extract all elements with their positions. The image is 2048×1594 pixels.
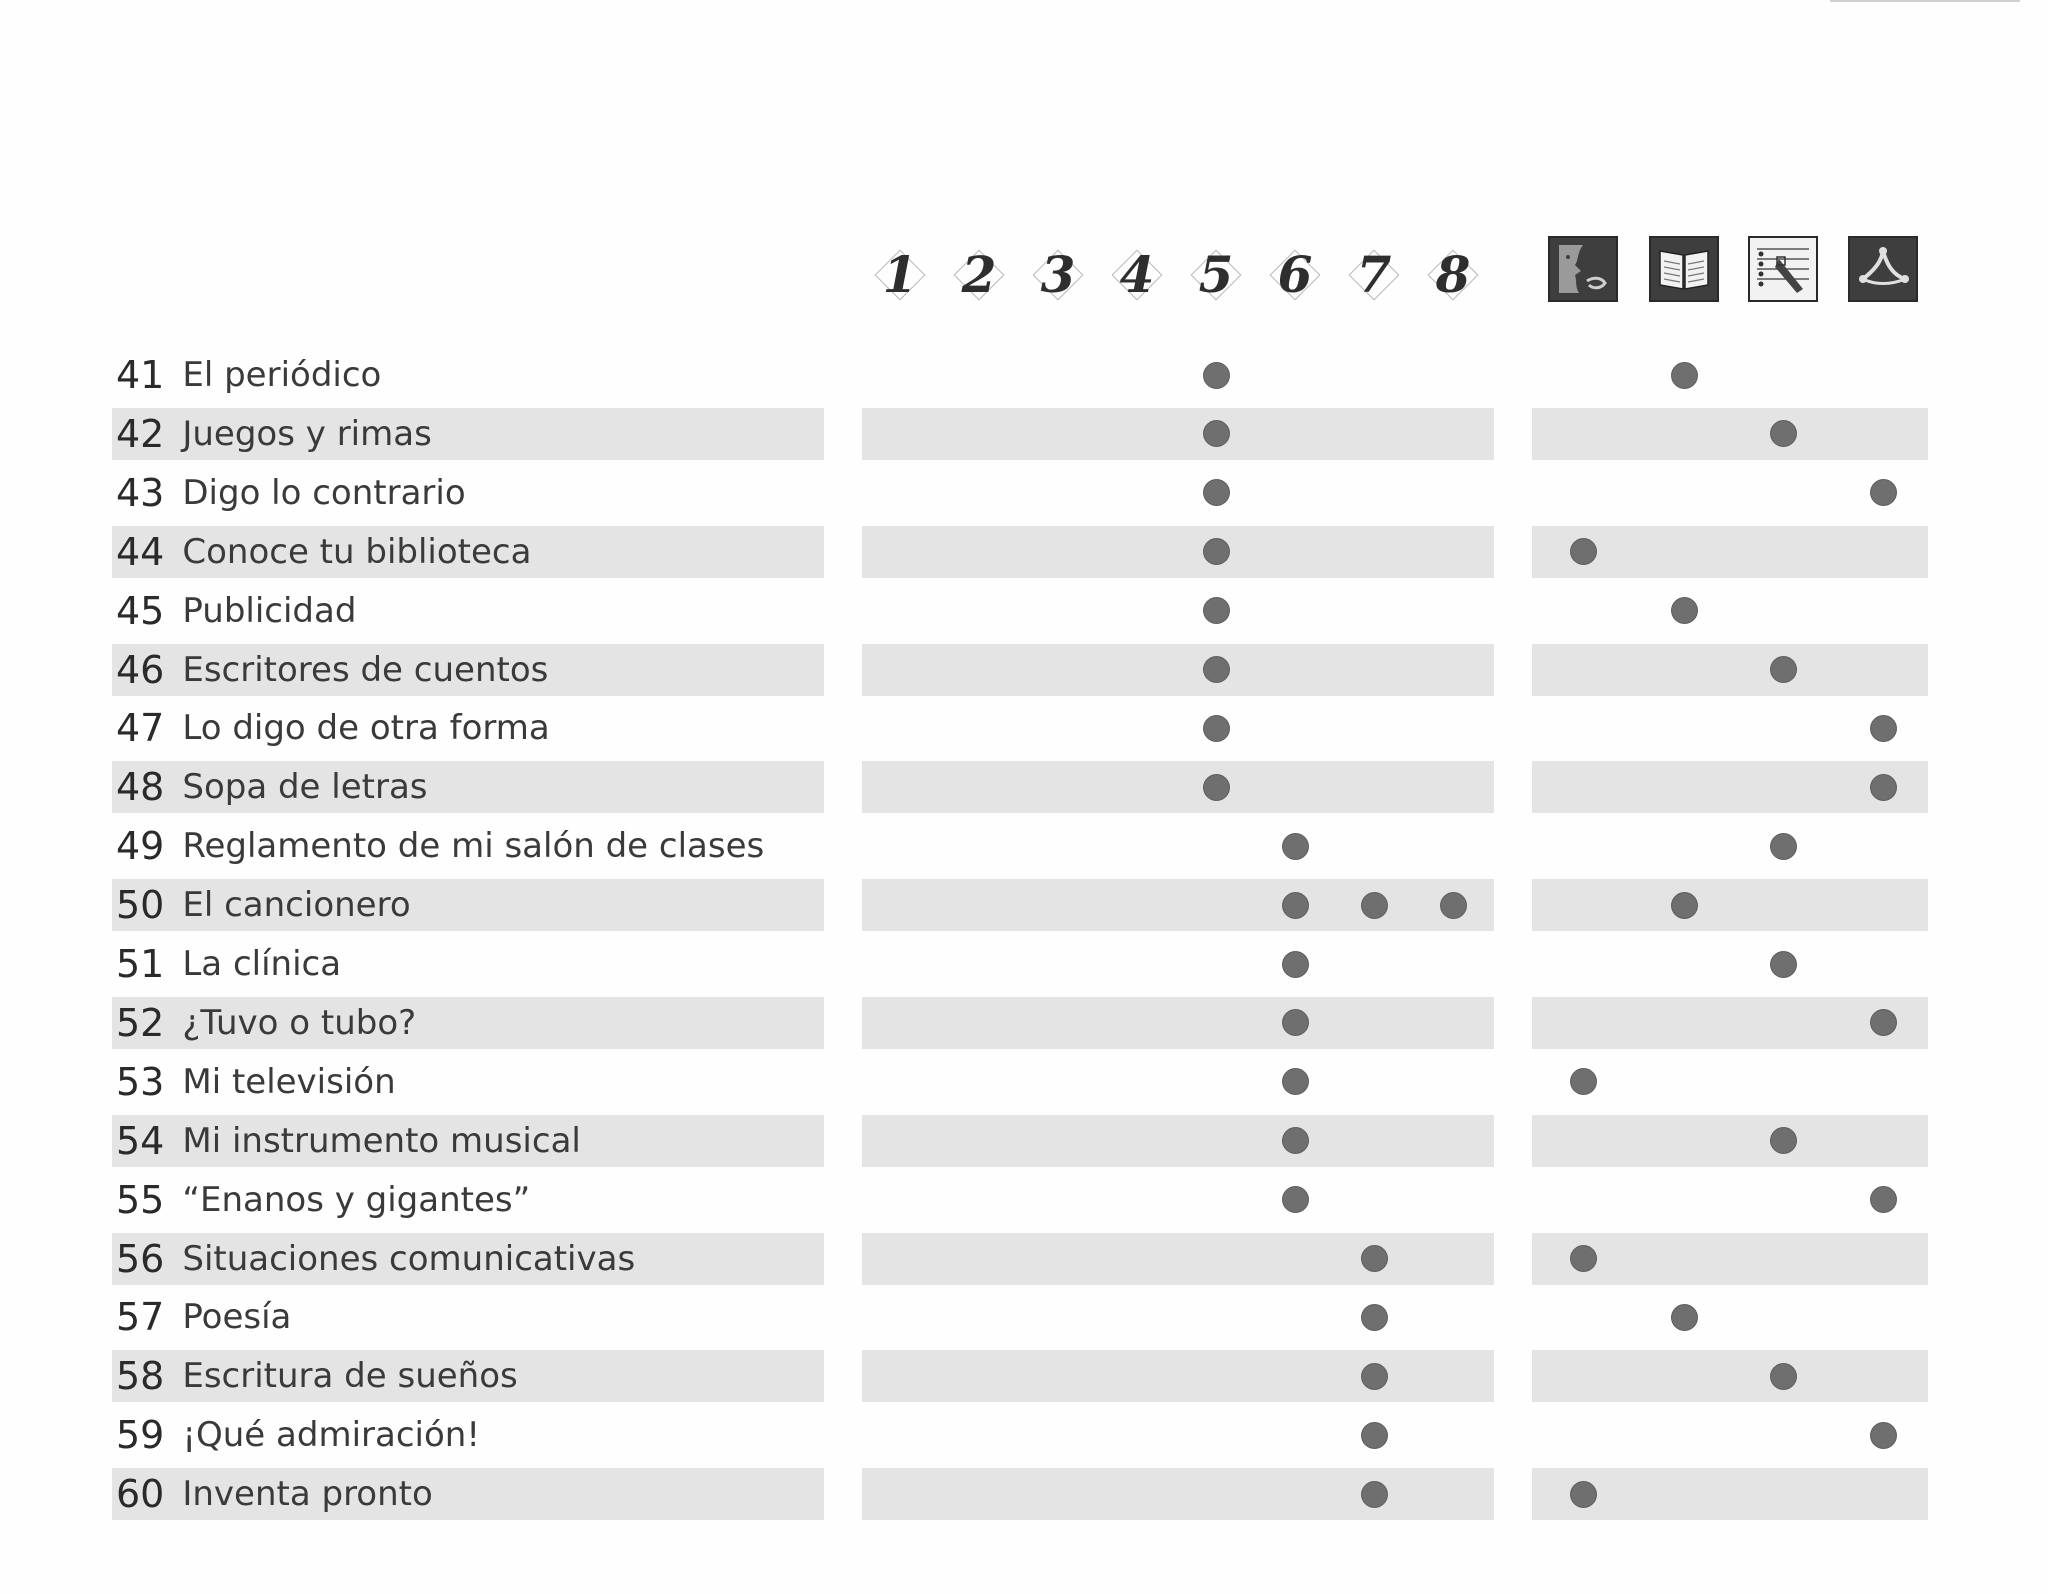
mark-dot-icon-2 bbox=[1672, 363, 1697, 388]
table-row bbox=[116, 879, 411, 931]
row-title: Mi instrumento musical bbox=[182, 1120, 581, 1161]
row-shading-band bbox=[862, 1115, 1494, 1167]
row-number: 56 bbox=[116, 1236, 165, 1281]
row-title: Sopa de letras bbox=[182, 767, 428, 808]
row-shading-band bbox=[862, 761, 1494, 813]
mark-dot-icon-3 bbox=[1771, 1128, 1796, 1153]
mark-dot-icon-2 bbox=[1672, 893, 1697, 918]
row-shading-band bbox=[1532, 1115, 1928, 1167]
mark-dot-icon-3 bbox=[1771, 834, 1796, 859]
column-number-label: 3 bbox=[1040, 245, 1076, 304]
table-row bbox=[116, 997, 416, 1049]
mark-dot-column-6 bbox=[1283, 834, 1308, 859]
page-corner-line bbox=[1830, 0, 2020, 2]
mark-dot-column-7 bbox=[1362, 1423, 1387, 1448]
row-shading-band bbox=[1532, 761, 1928, 813]
column-number-label: 1 bbox=[882, 245, 918, 304]
row-number: 44 bbox=[116, 529, 165, 574]
row-shading-band bbox=[862, 879, 1494, 931]
row-shading-band bbox=[862, 1350, 1494, 1402]
row-number: 57 bbox=[116, 1295, 165, 1340]
table-row bbox=[116, 644, 548, 696]
column-number-label: 2 bbox=[961, 245, 997, 304]
row-number: 49 bbox=[116, 824, 165, 869]
row-number: 50 bbox=[116, 883, 165, 928]
mark-dot-column-5 bbox=[1204, 539, 1229, 564]
mark-dot-icon-1 bbox=[1571, 1069, 1596, 1094]
table-row bbox=[116, 1350, 518, 1402]
row-title: Juegos y rimas bbox=[182, 413, 432, 454]
mark-dot-icon-4 bbox=[1871, 480, 1896, 505]
column-header-1 bbox=[869, 244, 931, 306]
mark-dot-column-7 bbox=[1362, 1305, 1387, 1330]
row-number: 45 bbox=[116, 588, 165, 633]
row-title: El cancionero bbox=[182, 885, 411, 926]
table-row bbox=[116, 1174, 530, 1226]
table-row bbox=[116, 820, 764, 872]
mark-dot-icon-4 bbox=[1871, 1187, 1896, 1212]
mark-dot-icon-3 bbox=[1771, 1364, 1796, 1389]
mark-dot-column-7 bbox=[1362, 1482, 1387, 1507]
mark-dot-icon-4 bbox=[1871, 716, 1896, 741]
row-shading-band bbox=[1532, 1350, 1928, 1402]
table-row bbox=[116, 1233, 635, 1285]
mark-dot-column-5 bbox=[1204, 480, 1229, 505]
row-shading-band bbox=[1532, 408, 1928, 460]
mark-dot-icon-1 bbox=[1571, 539, 1596, 564]
column-header-8 bbox=[1422, 244, 1484, 306]
column-number-label: 8 bbox=[1435, 245, 1471, 304]
row-number: 51 bbox=[116, 942, 165, 986]
column-number-label: 7 bbox=[1356, 245, 1392, 304]
row-title: ¡Qué admiración! bbox=[182, 1415, 480, 1456]
row-number: 55 bbox=[116, 1177, 165, 1222]
row-number: 58 bbox=[116, 1354, 165, 1399]
mark-dot-column-6 bbox=[1283, 1128, 1308, 1153]
mark-dot-column-7 bbox=[1362, 1364, 1387, 1389]
row-shading-band bbox=[862, 408, 1494, 460]
row-title: El periódico bbox=[182, 355, 382, 395]
row-shading-band bbox=[862, 644, 1494, 696]
row-shading-band bbox=[862, 1468, 1494, 1520]
mark-dot-column-5 bbox=[1204, 598, 1229, 623]
row-number: 43 bbox=[116, 470, 165, 515]
row-title: Conoce tu biblioteca bbox=[182, 531, 532, 572]
row-shading-band bbox=[862, 1233, 1494, 1285]
mark-dot-column-5 bbox=[1204, 421, 1229, 446]
row-title: Mi televisión bbox=[182, 1061, 396, 1102]
open-book-icon bbox=[1649, 236, 1719, 302]
column-number-label: 5 bbox=[1198, 245, 1234, 304]
table-row bbox=[116, 1468, 433, 1520]
mark-dot-column-7 bbox=[1362, 1246, 1387, 1271]
row-title: Situaciones comunicativas bbox=[182, 1238, 636, 1279]
table-row bbox=[116, 1409, 480, 1461]
mark-dot-column-6 bbox=[1283, 1187, 1308, 1212]
mark-dot-column-8 bbox=[1441, 893, 1466, 918]
table-row bbox=[116, 761, 428, 813]
row-title: Inventa pronto bbox=[182, 1474, 433, 1515]
table-row bbox=[116, 1115, 581, 1167]
table-row bbox=[116, 1291, 291, 1343]
row-number: 47 bbox=[116, 706, 165, 751]
row-number: 42 bbox=[116, 411, 165, 456]
row-shading-band bbox=[862, 526, 1494, 578]
reflection-arrows-icon bbox=[1848, 236, 1918, 302]
row-title: Escritura de sueños bbox=[182, 1356, 518, 1397]
mark-dot-column-5 bbox=[1204, 775, 1229, 800]
row-title: Lo digo de otra forma bbox=[182, 708, 550, 749]
mark-dot-icon-4 bbox=[1871, 1423, 1896, 1448]
table-row bbox=[116, 408, 432, 460]
table-row bbox=[116, 467, 466, 519]
writing-hand-icon bbox=[1748, 236, 1818, 302]
row-number: 46 bbox=[116, 647, 165, 692]
column-header-6 bbox=[1264, 244, 1326, 306]
mark-dot-icon-4 bbox=[1871, 775, 1896, 800]
table-row bbox=[116, 938, 341, 990]
mark-dot-icon-3 bbox=[1771, 421, 1796, 446]
table-row bbox=[116, 349, 381, 401]
row-number: 53 bbox=[116, 1059, 165, 1104]
row-title: Digo lo contrario bbox=[182, 472, 466, 513]
row-title: “Enanos y gigantes” bbox=[182, 1179, 531, 1220]
row-title: Escritores de cuentos bbox=[182, 649, 549, 690]
mark-dot-column-5 bbox=[1204, 657, 1229, 682]
mark-dot-icon-2 bbox=[1672, 598, 1697, 623]
row-title: Reglamento de mi salón de clases bbox=[182, 826, 765, 867]
speaking-face-icon bbox=[1548, 236, 1618, 302]
row-shading-band bbox=[1532, 997, 1928, 1049]
row-number: 52 bbox=[116, 1000, 165, 1045]
mark-dot-column-5 bbox=[1204, 363, 1229, 388]
mark-dot-column-7 bbox=[1362, 893, 1387, 918]
row-number: 59 bbox=[116, 1413, 165, 1458]
row-number: 54 bbox=[116, 1118, 165, 1163]
row-number: 48 bbox=[116, 765, 165, 810]
table-row bbox=[116, 1056, 396, 1108]
mark-dot-column-6 bbox=[1283, 1010, 1308, 1035]
mark-dot-column-6 bbox=[1283, 893, 1308, 918]
column-number-label: 4 bbox=[1119, 245, 1155, 304]
mark-dot-icon-3 bbox=[1771, 952, 1796, 977]
column-header-4 bbox=[1106, 244, 1168, 306]
table-row bbox=[116, 702, 550, 754]
mark-dot-icon-1 bbox=[1571, 1482, 1596, 1507]
row-number: 60 bbox=[116, 1472, 165, 1517]
table-row bbox=[116, 526, 531, 578]
row-title: Publicidad bbox=[182, 590, 357, 631]
row-title: La clínica bbox=[182, 944, 342, 984]
row-shading-band bbox=[1532, 644, 1928, 696]
row-number: 41 bbox=[116, 353, 165, 397]
column-header-3 bbox=[1027, 244, 1089, 306]
column-header-7 bbox=[1343, 244, 1405, 306]
mark-dot-column-6 bbox=[1283, 1069, 1308, 1094]
mark-dot-icon-1 bbox=[1571, 1246, 1596, 1271]
row-shading-band bbox=[1532, 879, 1928, 931]
column-header-5 bbox=[1185, 244, 1247, 306]
mark-dot-icon-3 bbox=[1771, 657, 1796, 682]
mark-dot-icon-4 bbox=[1871, 1010, 1896, 1035]
row-title: ¿Tuvo o tubo? bbox=[182, 1002, 417, 1043]
mark-dot-column-5 bbox=[1204, 716, 1229, 741]
mark-dot-column-6 bbox=[1283, 952, 1308, 977]
row-title: Poesía bbox=[182, 1297, 292, 1338]
column-number-label: 6 bbox=[1277, 245, 1313, 304]
column-header-2 bbox=[948, 244, 1010, 306]
table-row bbox=[116, 585, 356, 637]
mark-dot-icon-2 bbox=[1672, 1305, 1697, 1330]
row-shading-band bbox=[862, 997, 1494, 1049]
